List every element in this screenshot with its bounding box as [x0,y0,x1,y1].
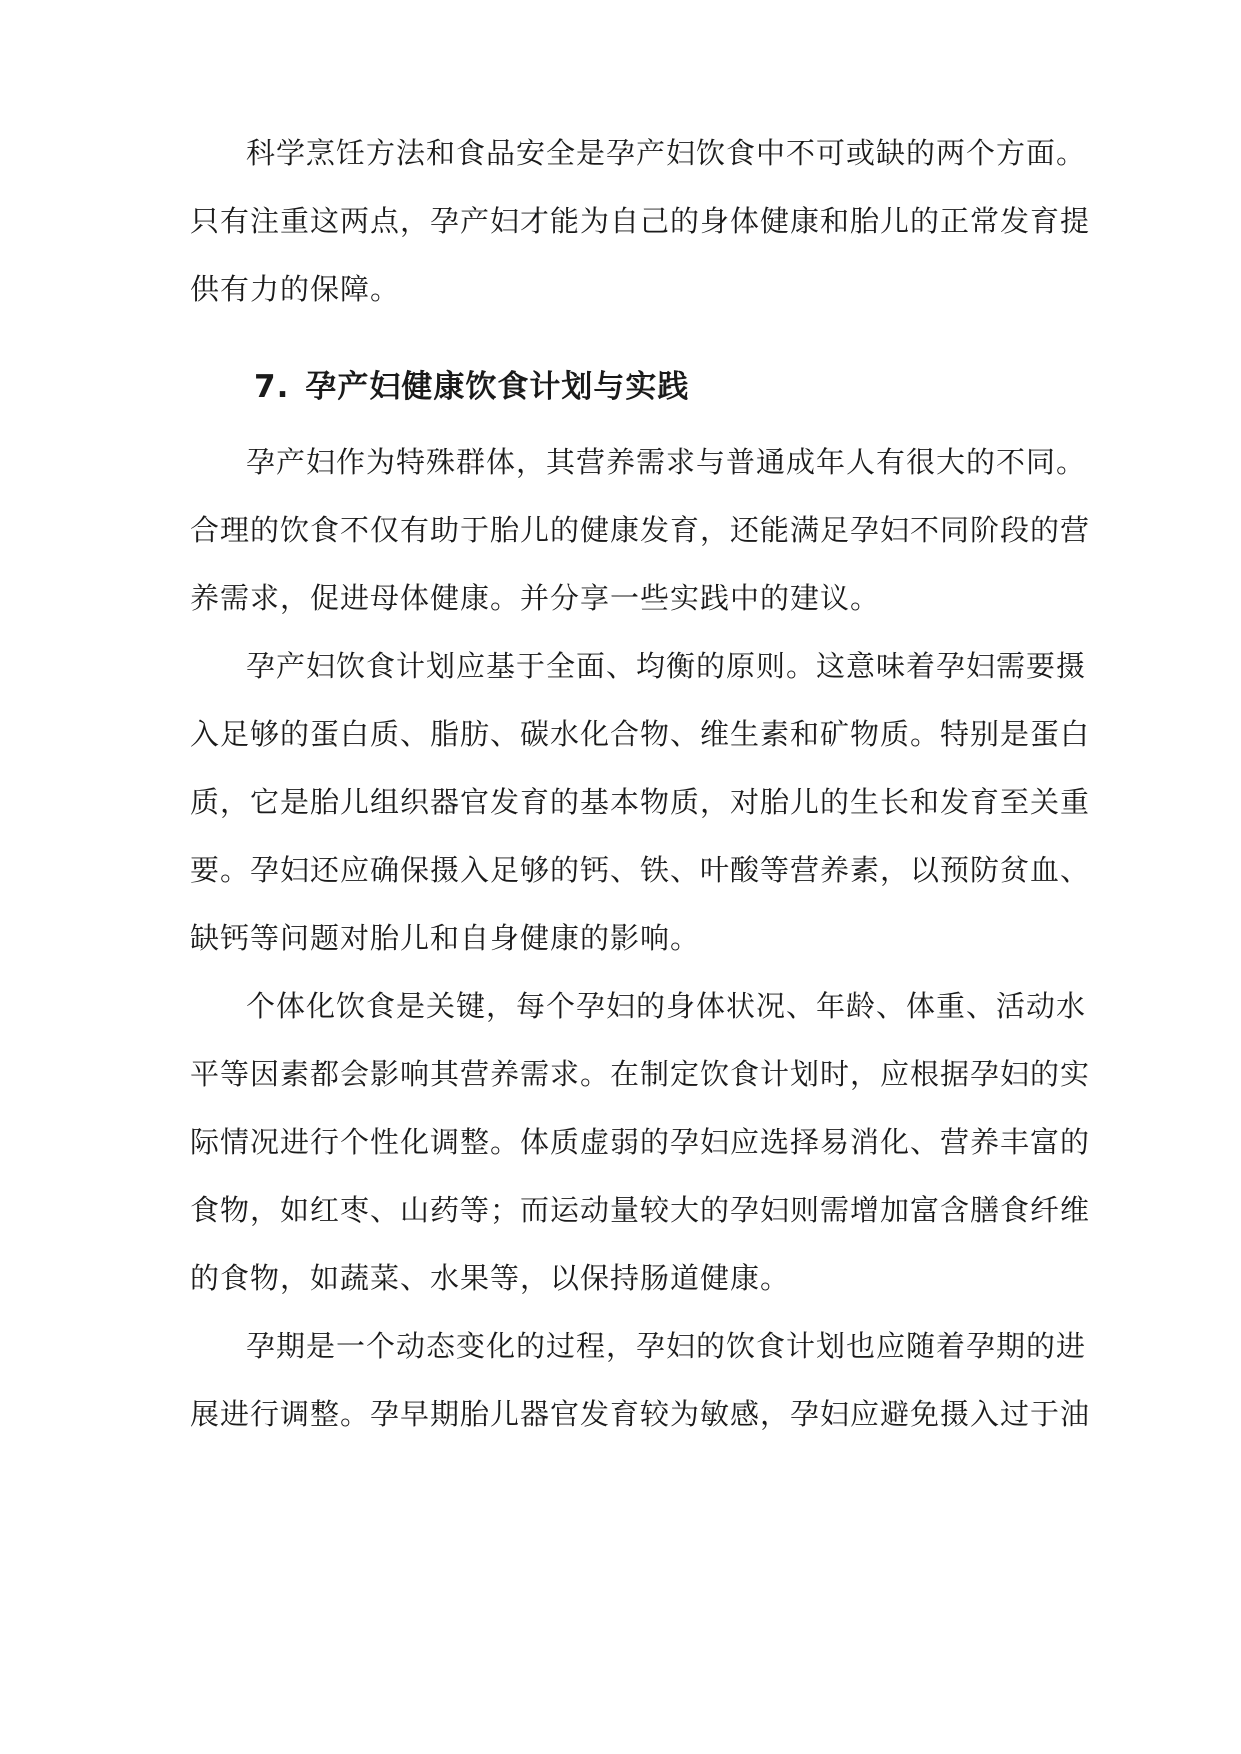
text-line: 缺钙等问题对胎儿和自身健康的影响。 [190,921,701,955]
text-line: 展进行调整。孕早期胎儿器官发育较为敏感，孕妇应避免摄入过于油 [190,1397,1091,1431]
text-line: 际情况进行个性化调整。体质虚弱的孕妇应选择易消化、营养丰富的 [190,1125,1091,1159]
section-title: 孕产妇健康饮食计划与实践 [305,369,690,405]
text-line: 食物，如红枣、山药等；而运动量较大的孕妇则需增加富含膳食纤维 [190,1193,1091,1227]
text-line: 只有注重这两点，孕产妇才能为自己的身体健康和胎儿的正常发育提 [190,204,1091,238]
text-line: 科学烹饪方法和食品安全是孕产妇饮食中不可或缺的两个方面。 [246,136,1087,170]
text-line: 入足够的蛋白质、脂肪、碳水化合物、维生素和矿物质。特别是蛋白 [190,717,1091,751]
section-heading [254,366,689,408]
text-line: 平等因素都会影响其营养需求。在制定饮食计划时，应根据孕妇的实 [190,1057,1091,1091]
text-line: 合理的饮食不仅有助于胎儿的健康发育，还能满足孕妇不同阶段的营 [190,513,1091,547]
text-line: 质，它是胎儿组织器官发育的基本物质，对胎儿的生长和发育至关重 [190,785,1091,819]
text-line: 的食物，如蔬菜、水果等，以保持肠道健康。 [190,1261,791,1295]
text-line: 孕产妇作为特殊群体，其营养需求与普通成年人有很大的不同。 [246,445,1087,479]
text-line: 养需求，促进母体健康。并分享一些实践中的建议。 [190,581,881,615]
text-line: 孕产妇饮食计划应基于全面、均衡的原则。这意味着孕妇需要摄 [246,649,1087,683]
text-line: 要。孕妇还应确保摄入足够的钙、铁、叶酸等营养素，以预防贫血、 [190,853,1091,887]
text-line: 孕期是一个动态变化的过程，孕妇的饮食计划也应随着孕期的进 [246,1329,1087,1363]
section-number: 7. [254,369,290,405]
text-line: 个体化饮食是关键，每个孕妇的身体状况、年龄、体重、活动水 [246,989,1087,1023]
text-line: 供有力的保障。 [190,272,401,306]
